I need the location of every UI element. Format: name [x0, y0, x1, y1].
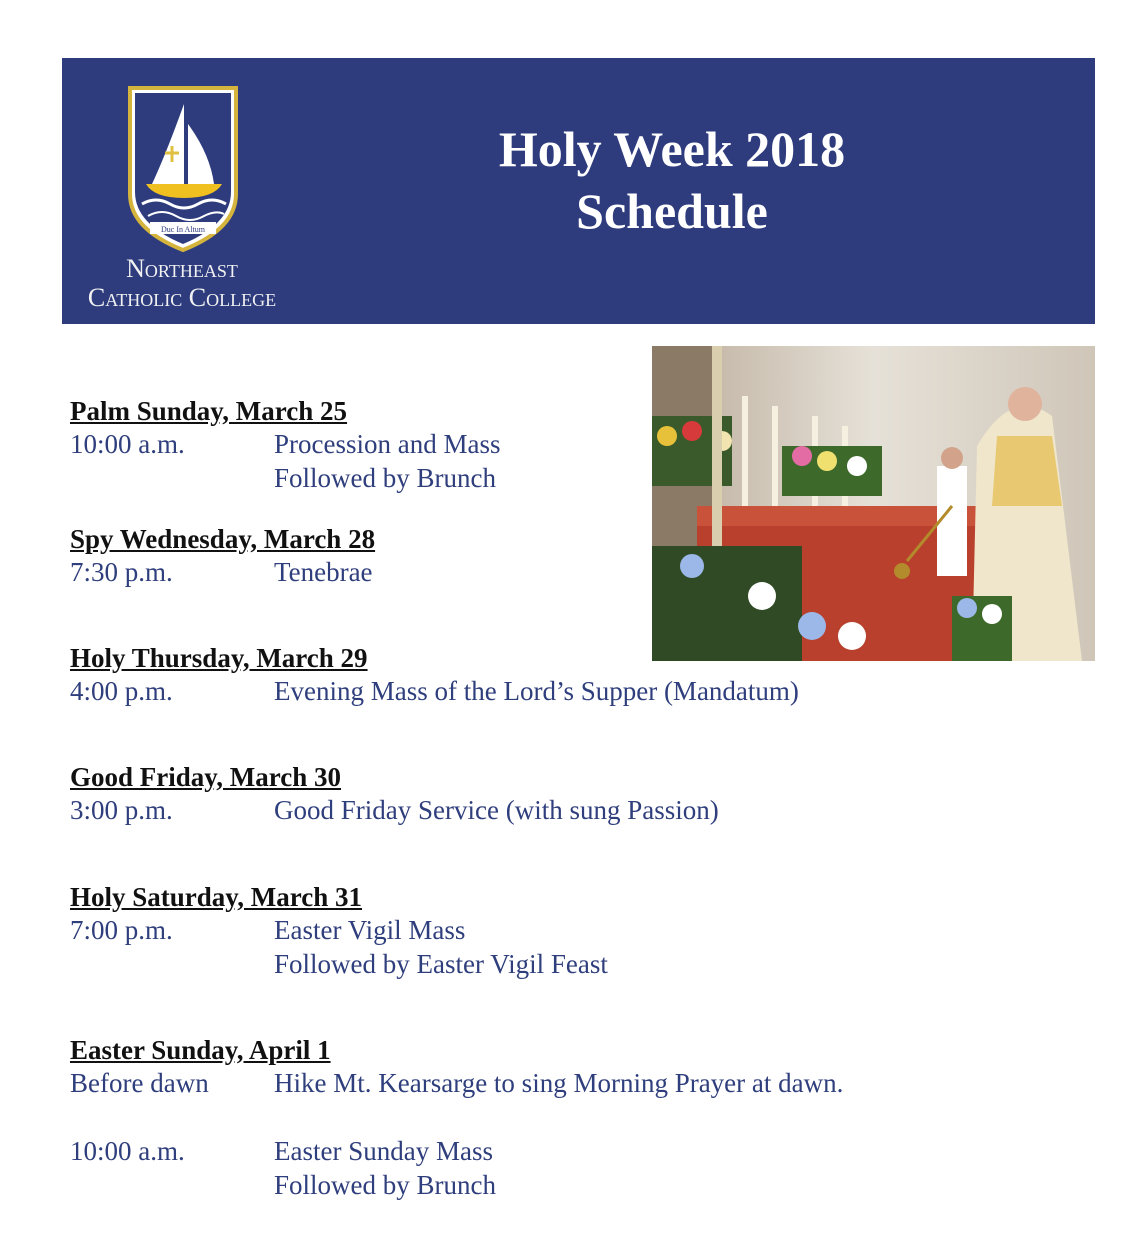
event-time: 3:00 p.m.: [70, 795, 173, 825]
altar-incensing-photo: [652, 346, 1095, 661]
event-time: 10:00 a.m.: [70, 429, 185, 459]
day-easter-sunday: [70, 1034, 844, 1202]
page-title-line-1: Holy Week 2018: [498, 121, 846, 177]
event-description: Tenebrae: [274, 557, 373, 587]
event-time: Before dawn: [70, 1068, 209, 1098]
school-name-line-2: Catholic College: [87, 283, 277, 312]
event-time: 7:00 p.m.: [70, 915, 173, 945]
day-title: Holy Saturday, March 31: [70, 882, 363, 912]
header-banner: [62, 58, 1095, 324]
event-description: Evening Mass of the Lord’s Supper (Mandatum): [274, 676, 799, 706]
day-good-friday: [70, 761, 719, 827]
event-row: [70, 1066, 844, 1100]
day-spy-wednesday: [70, 523, 375, 589]
day-title: Holy Thursday, March 29: [70, 643, 368, 673]
event-description: Followed by Brunch: [274, 463, 496, 493]
event-description: Followed by Brunch: [274, 1170, 496, 1200]
event-row-continued: [70, 947, 608, 981]
college-crest-logo: [126, 84, 240, 254]
day-title: Easter Sunday, April 1: [70, 1035, 331, 1065]
event-time: 7:30 p.m.: [70, 557, 173, 587]
event-row: [70, 793, 719, 827]
day-title: Spy Wednesday, March 28: [70, 524, 376, 554]
event-description: Followed by Easter Vigil Feast: [274, 949, 608, 979]
event-row: [70, 555, 375, 589]
event-row-continued: [70, 1168, 496, 1202]
event-time: 4:00 p.m.: [70, 676, 173, 706]
event-description: Good Friday Service (with sung Passion): [274, 795, 719, 825]
event-description: Hike Mt. Kearsarge to sing Morning Prayer at dawn.: [274, 1068, 844, 1098]
event-row: [70, 427, 501, 461]
page-title-line-2: Schedule: [576, 183, 768, 239]
school-name-line-1: Northeast: [126, 254, 238, 283]
svg-text:Duc In Altum: Duc In Altum: [161, 225, 205, 234]
day-holy-thursday: [70, 642, 799, 708]
page-title: [432, 118, 912, 242]
event-time: 10:00 a.m.: [70, 1136, 185, 1166]
day-title: Good Friday, March 30: [70, 762, 342, 792]
event-description: Easter Sunday Mass: [274, 1136, 493, 1166]
day-palm-sunday: [70, 395, 501, 495]
day-holy-saturday: [70, 881, 608, 981]
event-row: [70, 913, 466, 947]
event-row: [70, 674, 799, 708]
event-row-continued: [70, 461, 496, 495]
day-title: Palm Sunday, March 25: [70, 396, 348, 426]
event-description: Easter Vigil Mass: [274, 915, 466, 945]
school-name: [62, 254, 302, 312]
event-row: [70, 1134, 493, 1168]
event-description: Procession and Mass: [274, 429, 501, 459]
